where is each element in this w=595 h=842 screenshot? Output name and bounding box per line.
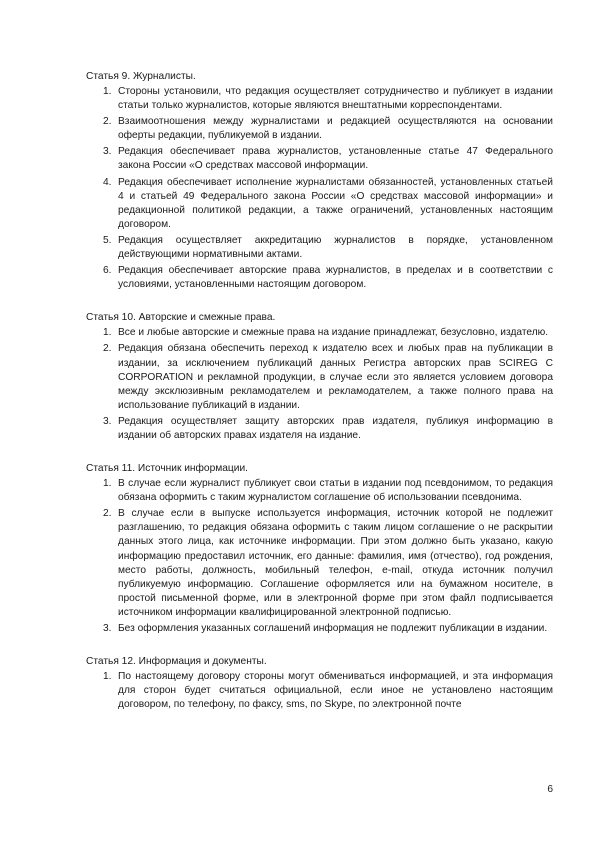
clause-item (86, 342, 553, 412)
clause-number: 2. (103, 508, 112, 520)
article-section (86, 462, 553, 636)
clause-text: Стороны установили, что редакция осуществляет сотрудничество и публикует в издании статьи только журналистов, которые являются внештатными корреспондентами. (118, 86, 553, 112)
clause-text: Взаимоотношения между журналистами и редакцией осуществляются на основании оферты редакции, публикуемой в издании. (118, 116, 553, 142)
clause-text: По настоящему договору стороны могут обмениваться информацией, и эта информация для сторон будет считаться официальной, если иное не установлено настоящим договором, по телефону, по факсу, sms, по Skype, по электронной почте (118, 671, 553, 711)
clause-item (86, 145, 553, 173)
clause-text: В случае если в выпуске используется информация, источник которой не подлежит разглашению, то редакция обязана оформить с таким лицом соглашение о не раскрытии данных этого лица, как источнике информации. При этом должно быть указано, какую информацию предоставил источник, его данные: фамилия, имя (отчество), год рождения, место работы, должность, мобильный телефон, e-mail, откуда источник получил публикуемую информацию. Соглашение оформляется или на бумажном носителе, в простой письменной форме, или в электронной форме при этом файл подписывается источником информации квалифицированной электронной подписью. (118, 508, 553, 618)
clause-number: 1. (103, 86, 112, 97)
article-title: Статья 11. Источник информации. (86, 463, 248, 475)
clause-item (86, 85, 553, 113)
clause-item (86, 326, 553, 340)
clause-text: Редакция осуществляет защиту авторских прав издателя, публикуя информацию в издании об авторских правах издателя на издание. (118, 415, 553, 441)
clause-item (86, 415, 553, 443)
clause-text: Все и любые авторские и смежные права на издание принадлежат, безусловно, издателю. (118, 327, 549, 339)
clause-list (86, 477, 553, 636)
clause-number: 6. (103, 265, 112, 277)
clause-item (86, 507, 553, 620)
clause-item (86, 477, 553, 505)
article-title: Статья 10. Авторские и смежные права. (86, 312, 276, 324)
clause-list (86, 670, 553, 712)
clause-item (86, 670, 553, 712)
clause-number: 1. (103, 327, 112, 339)
clause-text: Редакция обязана обеспечить переход к издателю всех и любых прав на публикации в издании, за исключением публикаций данных Регистра авторских прав SCIREG C CORPORATION и рекламной продукции, в случае если это является условием договора между эксклюзивным рекламодателем и рекламодателем, а также полного права на использование публикаций в издании. (118, 343, 553, 411)
clause-number: 5. (103, 234, 112, 246)
clause-text: Редакция обеспечивает права журналистов, установленные статье 47 Федерального закона России «О средствах массовой информации. (118, 146, 553, 172)
clause-number: 1. (103, 478, 112, 490)
clause-text: Редакция обеспечивает исполнение журналистами обязанностей, установленных статьей 4 и статьей 49 Федерального закона России «О средствах массовой информации» и редакционной политикой редакции, а также ограничений, установленных настоящим договором. (118, 176, 553, 230)
clause-number: 1. (103, 671, 112, 683)
article-section (86, 70, 553, 292)
article-section (86, 655, 553, 712)
clause-number: 3. (103, 415, 112, 427)
article-title: Статья 9. Журналисты. (86, 71, 196, 82)
page-number: 6 (547, 784, 553, 795)
clause-number: 4. (103, 176, 112, 188)
clause-list (86, 326, 553, 443)
clause-text: Редакция осуществляет аккредитацию журналистов в порядке, установленном действующими нормативными актами. (118, 234, 553, 261)
clause-item (86, 264, 553, 292)
clause-text: Без оформления указанных соглашений информация не подлежит публикации в издании. (118, 623, 548, 634)
clause-item (86, 622, 553, 636)
clause-item (86, 115, 553, 143)
clause-number: 3. (103, 146, 112, 158)
clause-number: 2. (103, 116, 112, 128)
clause-number: 3. (103, 623, 112, 634)
clause-item (86, 176, 553, 232)
clause-number: 2. (103, 343, 112, 355)
clause-text: Редакция обеспечивает авторские права журналистов, в пределах и в соответствии с условиями, установленными настоящим договором. (118, 265, 553, 291)
article-title: Статья 12. Информация и документы. (86, 656, 267, 668)
clause-item (86, 234, 553, 262)
article-section (86, 311, 553, 443)
clause-text: В случае если журналист публикует свои статьи в издании под псевдонимом, то редакция обязана оформить с таким журналистом соглашение об использовании псевдонима. (118, 478, 553, 504)
clause-list (86, 85, 553, 292)
